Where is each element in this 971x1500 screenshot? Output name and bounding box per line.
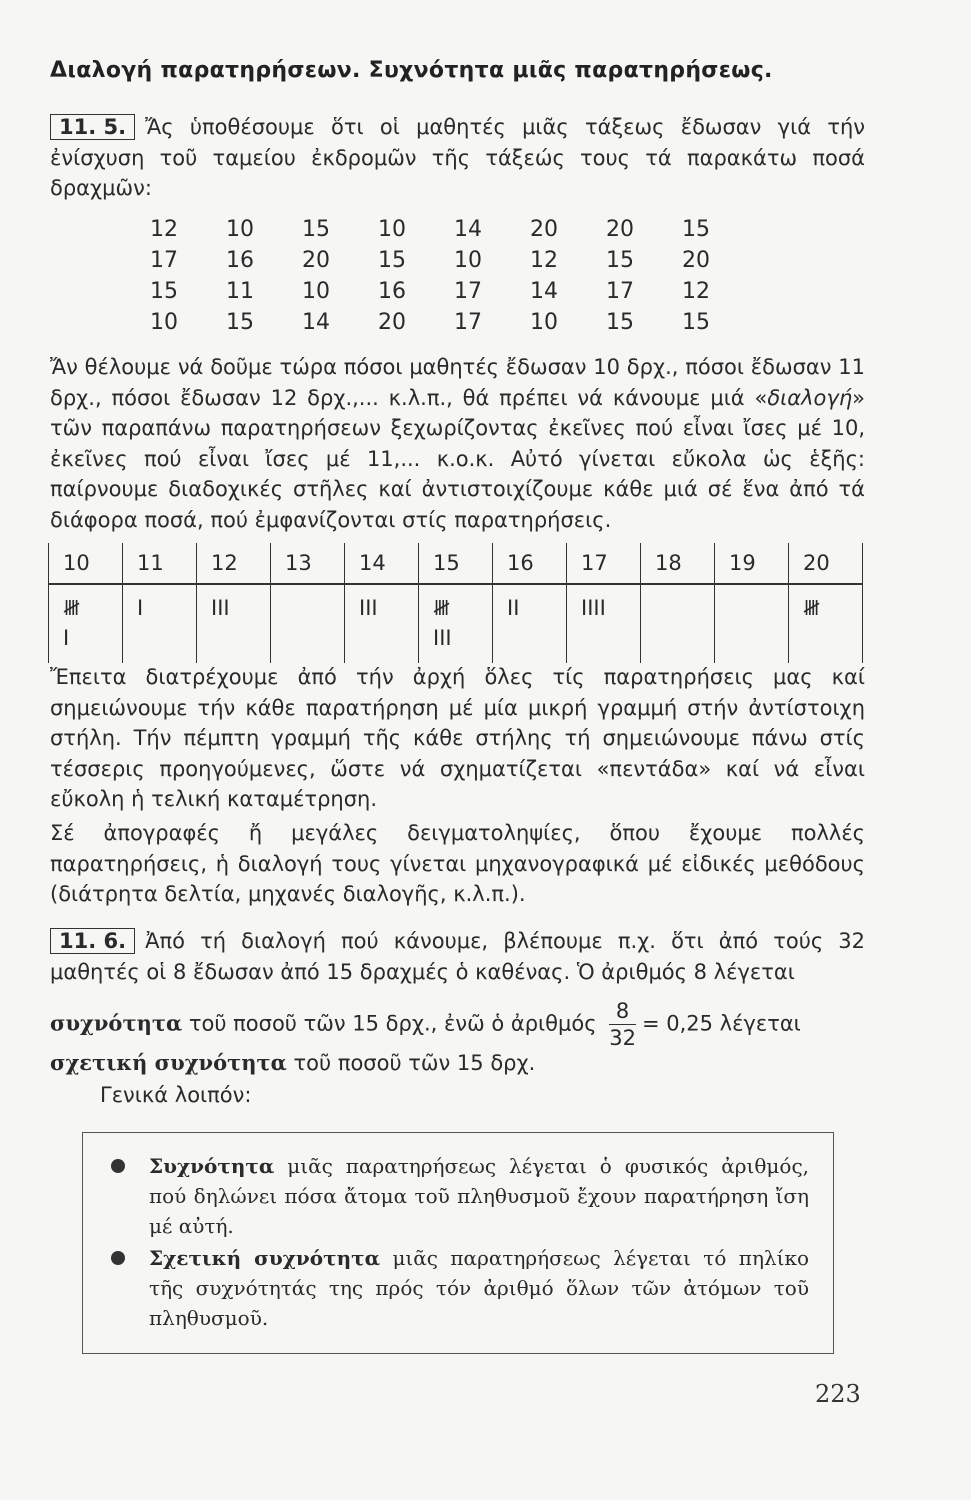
tally-header-cell: 14 bbox=[345, 543, 419, 584]
term-frequency: συχνότητα bbox=[50, 1010, 183, 1036]
observation-value: 15 bbox=[606, 310, 634, 335]
tally-header-cell: 18 bbox=[641, 543, 715, 584]
observation-value: 11 bbox=[226, 279, 254, 304]
tally-header-cell: 15 bbox=[419, 543, 493, 584]
tally-header-cell: 13 bbox=[271, 543, 345, 584]
tally-table bbox=[48, 543, 863, 663]
observation-value: 15 bbox=[302, 217, 330, 242]
bullet-icon bbox=[111, 1251, 125, 1265]
paragraph-tally-explanation bbox=[50, 352, 865, 535]
emphasis-dialogi: διαλογή bbox=[767, 385, 853, 410]
definition-frequency bbox=[149, 1151, 809, 1241]
observation-value: 14 bbox=[302, 310, 330, 335]
observation-value: 20 bbox=[378, 310, 406, 335]
tally-mark-cell bbox=[715, 584, 789, 663]
tally-header-row bbox=[49, 543, 863, 584]
tally-mark-cell: IIII bbox=[567, 584, 641, 663]
fraction-numerator: 8 bbox=[609, 998, 636, 1025]
observation-value: 12 bbox=[150, 217, 178, 242]
tally-mark-cell: 𝍸 III bbox=[419, 584, 493, 663]
definition-relative-frequency bbox=[149, 1243, 809, 1333]
observation-value: 20 bbox=[302, 248, 330, 273]
observation-value: 15 bbox=[378, 248, 406, 273]
tally-mark-cell bbox=[641, 584, 715, 663]
term-relative-frequency: σχετική συχνότητα bbox=[50, 1050, 287, 1075]
observation-value: 10 bbox=[226, 217, 254, 242]
tally-mark-cell: 𝍸 bbox=[789, 584, 863, 663]
observation-value: 20 bbox=[682, 248, 710, 273]
observation-value: 10 bbox=[150, 310, 178, 335]
section-number-11-5: 11. 5. bbox=[50, 114, 135, 140]
tally-marks-row bbox=[49, 584, 863, 663]
page-number: 223 bbox=[815, 1380, 861, 1408]
definitions-box bbox=[82, 1132, 834, 1354]
observation-value: 12 bbox=[682, 279, 710, 304]
tally-header-cell: 19 bbox=[715, 543, 789, 584]
fraction bbox=[609, 998, 636, 1051]
paragraph-census: Σέ ἀπογραφές ἤ μεγάλες δειγματοληψίες, ὅπου ἔχουμε πολλές παρατηρήσεις, ἡ διαλογή τους γίνεται μηχανογραφικά μέ εἰδικές μεθόδους (διάτρητα δελτία, μηχανές διαλογῆς, κ.λ.π.). bbox=[50, 821, 865, 906]
tally-mark-cell: III bbox=[197, 584, 271, 663]
text-part: τοῦ ποσοῦ τῶν 15 δρχ., ἐνῶ ὁ ἀριθμός bbox=[188, 1011, 597, 1036]
text-part: » τῶν παραπάνω παρατηρήσεων ξεχωρίζοντας ἐκεῖνες πού εἶναι ἴσες μέ 10, ἐκεῖνες πού εἶναι ἴσες μέ 11,... κ.ο.κ. Αὐτό γίνεται εὔκολα ὡς ἑξῆς: παίρνουμε διαδοχικές στῆλες καί ἀντιστοιχίζουμε κάθε μιά σέ ἕνα ἀπό τά διάφορα ποσά, πού ἐμφανίζονται στίς παρατηρήσεις. bbox=[50, 385, 865, 532]
observation-value: 15 bbox=[150, 279, 178, 304]
paragraph-tally-procedure: Ἔπειτα διατρέχουμε ἀπό τήν ἀρχή ὅλες τίς παρατηρήσεις μας καί σημειώνουμε τήν κάθε παρατήρηση μέ μία μικρή γραμμή στήν ἀντίστοιχη στήλη. Τήν πέμπτη γραμμή τῆς κάθε στήλης τή σημειώνουμε πάνω στίς τέσσερις προηγούμενες, ὥστε νά σχηματίζεται «πεντάδα» καί νά εἶναι εὔκολη ἡ τελική καταμέτρηση. bbox=[50, 665, 865, 811]
definition-term: Σχετική συχνότητα bbox=[149, 1246, 380, 1270]
tally-mark-cell: I bbox=[123, 584, 197, 663]
observation-value: 15 bbox=[682, 310, 710, 335]
definition-term: Συχνότητα bbox=[149, 1154, 275, 1178]
observation-value: 15 bbox=[682, 217, 710, 242]
observation-value: 10 bbox=[378, 217, 406, 242]
bullet-icon bbox=[111, 1159, 125, 1173]
tally-header-cell: 11 bbox=[123, 543, 197, 584]
observation-value: 15 bbox=[226, 310, 254, 335]
text-part: Ἀπό τή διαλογή πού κάνουμε, βλέπουμε π.χ. ὅτι ἀπό τούς 32 μαθητές οἱ 8 ἔδωσαν ἀπό 15 δραχμές ὁ καθένας. Ὁ ἀριθμός 8 λέγεται bbox=[50, 929, 865, 984]
tally-header-cell: 10 bbox=[49, 543, 123, 584]
tally-header-cell: 17 bbox=[567, 543, 641, 584]
tally-mark-cell bbox=[271, 584, 345, 663]
observation-value: 10 bbox=[530, 310, 558, 335]
text-part: Ἄν θέλουμε νά δοῦμε τώρα πόσοι μαθητές ἔδωσαν 10 δρχ., πόσοι ἔδωσαν 11 δρχ., πόσοι ἔδωσαν 12 δρχ.,... κ.λ.π., θά πρέπει νά κάνουμε μιά « bbox=[50, 355, 865, 410]
observation-value: 17 bbox=[150, 248, 178, 273]
observations-grid bbox=[150, 214, 730, 338]
intro-text: Ἄς ὑποθέσουμε ὅτι οἱ μαθητές μιᾶς τάξεως ἔδωσαν γιά τήν ἐνίσχυση τοῦ ταμείου ἐκδρομῶν τῆς τάξεώς τους τά παρακάτω ποσά δραχμῶν: bbox=[50, 115, 865, 200]
observation-value: 12 bbox=[530, 248, 558, 273]
observation-value: 14 bbox=[454, 217, 482, 242]
observation-value: 10 bbox=[454, 248, 482, 273]
observation-value: 17 bbox=[454, 279, 482, 304]
definition-text: μιᾶς παρατηρήσεως λέγεται ὁ φυσικός ἀριθμός, πού δηλώνει πόσα ἄτομα τοῦ πληθυσμοῦ ἔχουν παρατήρηση ἴση μέ αὐτή. bbox=[149, 1154, 809, 1238]
text-part: = 0,25 λέγεται bbox=[641, 1011, 801, 1036]
relative-frequency-line bbox=[50, 1048, 865, 1079]
fraction-denominator: 32 bbox=[609, 1026, 636, 1050]
observation-value: 17 bbox=[454, 310, 482, 335]
section-heading: Διαλογή παρατηρήσεων. Συχνότητα μιᾶς παρατηρήσεως. bbox=[50, 58, 773, 83]
tally-mark-cell: III bbox=[345, 584, 419, 663]
observation-value: 20 bbox=[606, 217, 634, 242]
observation-value: 14 bbox=[530, 279, 558, 304]
frequency-definition-line bbox=[50, 998, 865, 1051]
definition-text: μιᾶς παρατηρήσεως λέγεται τό πηλίκο τῆς συχνότητάς της πρός τόν ἀριθμό ὅλων τῶν ἀτόμων τοῦ πληθυσμοῦ. bbox=[149, 1246, 809, 1330]
section-number-11-6: 11. 6. bbox=[50, 928, 135, 954]
observation-value: 20 bbox=[530, 217, 558, 242]
tally-mark-cell: 𝍸 I bbox=[49, 584, 123, 663]
generally-line: Γενικά λοιπόν: bbox=[100, 1083, 252, 1107]
observation-value: 17 bbox=[606, 279, 634, 304]
observation-value: 16 bbox=[226, 248, 254, 273]
tally-mark-cell: II bbox=[493, 584, 567, 663]
observation-value: 15 bbox=[606, 248, 634, 273]
tally-header-cell: 12 bbox=[197, 543, 271, 584]
observation-value: 16 bbox=[378, 279, 406, 304]
observation-value: 10 bbox=[302, 279, 330, 304]
tally-header-cell: 16 bbox=[493, 543, 567, 584]
text-part: τοῦ ποσοῦ τῶν 15 δρχ. bbox=[293, 1051, 536, 1075]
paragraph-11-6 bbox=[50, 926, 865, 987]
tally-header-cell: 20 bbox=[789, 543, 863, 584]
paragraph-11-5-intro bbox=[50, 112, 865, 204]
